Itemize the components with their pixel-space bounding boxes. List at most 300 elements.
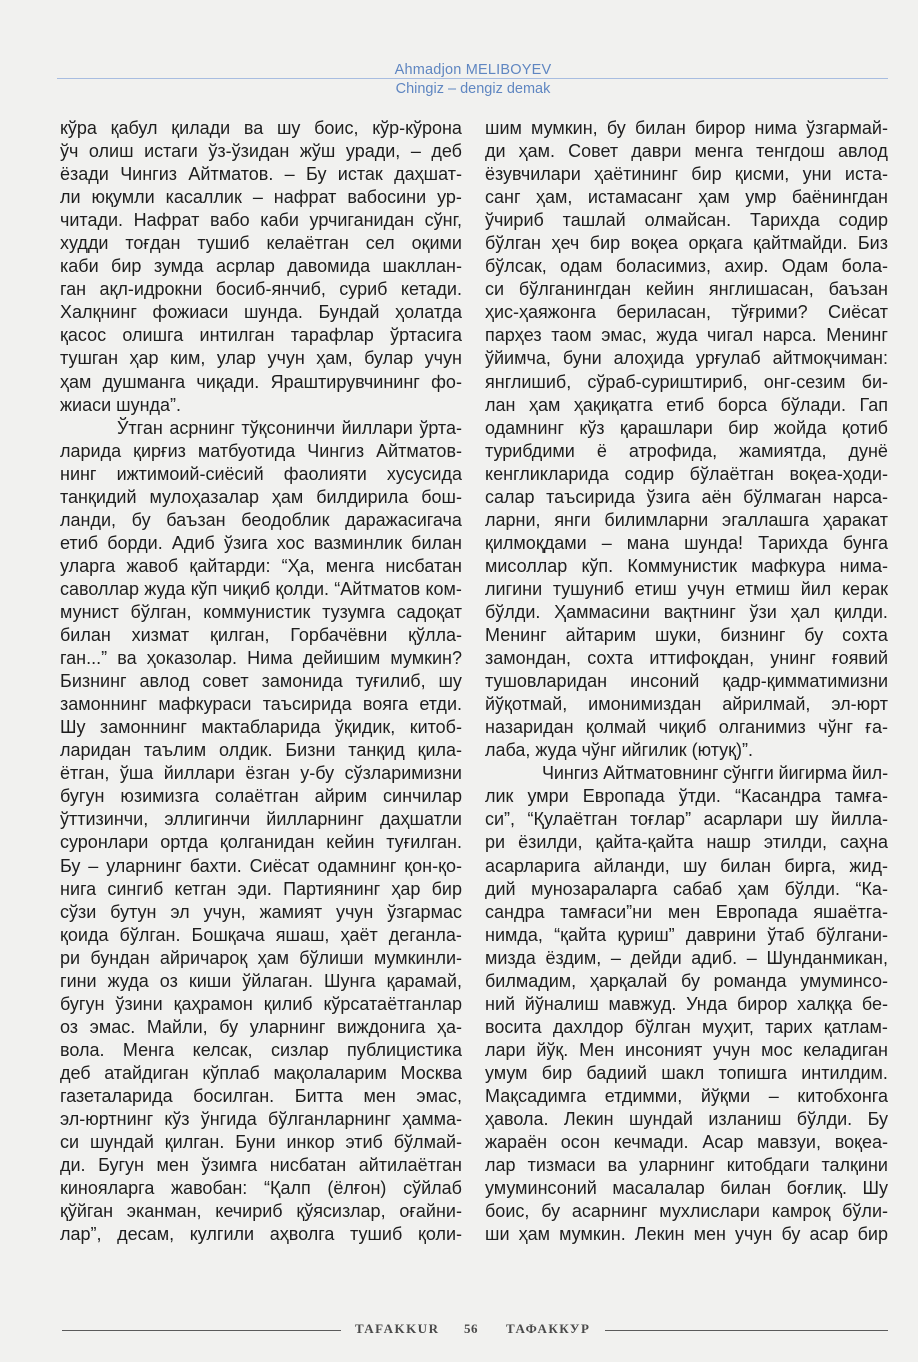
left-column-line	[60, 532, 462, 555]
word: мизда	[485, 947, 536, 968]
word: лаба, жуда чўнг ийгилик (ютуқ)”.	[485, 740, 754, 761]
word: янглишиб,	[485, 371, 572, 392]
word: ғоявий	[832, 648, 888, 669]
left-column-line	[60, 901, 462, 924]
right-column-line	[485, 509, 888, 532]
word: ва	[117, 648, 137, 669]
word: Лекин	[563, 1109, 614, 1130]
word: асрлар	[215, 256, 275, 277]
word: си”,	[485, 809, 516, 830]
word: боғлиқ.	[786, 1178, 847, 1199]
right-column-line	[485, 693, 888, 716]
right-column-line	[485, 1177, 888, 1200]
word: ларида	[60, 440, 122, 461]
right-column-line	[485, 371, 888, 394]
word: эгаллашга	[722, 509, 810, 530]
word: нига	[60, 878, 97, 899]
word: ҳавола.	[485, 1109, 549, 1130]
left-column-line	[60, 440, 462, 463]
word: қилади	[171, 118, 231, 138]
word: Бундай	[318, 302, 380, 323]
word: топишга	[718, 1062, 787, 1083]
word: қилди.	[833, 601, 888, 622]
word: виждонига	[337, 1016, 426, 1037]
word: –	[410, 141, 421, 162]
word: йўқми	[700, 1085, 751, 1106]
left-column-line	[60, 993, 462, 1016]
word: мулоҳазалар	[149, 486, 259, 507]
word: Ҳаммасини	[554, 601, 650, 622]
word: ортда	[160, 832, 208, 853]
right-column-line	[485, 1223, 888, 1246]
word: қилган.	[164, 1132, 225, 1153]
word: душманга	[102, 371, 186, 392]
word: турибдими	[485, 440, 575, 461]
left-column-line	[60, 1177, 462, 1200]
word: кўр-кўрона	[372, 118, 462, 138]
word: ўйимча,	[485, 348, 551, 369]
word: замоннинг	[99, 717, 187, 738]
word: ҳоказолар.	[146, 648, 238, 669]
word: тўғрими?	[731, 302, 808, 323]
word: билимларни	[604, 509, 709, 530]
word: қотиб	[841, 417, 888, 438]
word: атрофида,	[628, 440, 718, 461]
word: сохта	[842, 625, 888, 646]
word: даҳшатли	[380, 809, 462, 830]
word: сўнгги	[723, 763, 774, 784]
right-column-line	[485, 255, 888, 278]
word: олмайсан.	[644, 210, 732, 231]
word: деганла-	[388, 924, 462, 945]
page-number: 56	[464, 1321, 478, 1336]
left-column-line	[60, 232, 462, 255]
word: ком-	[425, 578, 462, 599]
word: қилмоқдами	[485, 532, 587, 553]
running-header-title: Chingiz – dengiz demak	[395, 81, 551, 97]
right-column-line	[485, 186, 888, 209]
left-column-line	[60, 1154, 462, 1177]
left-column-line	[60, 693, 462, 716]
word: Шу	[862, 1178, 888, 1199]
word: беодоблик	[241, 509, 330, 530]
right-column-line	[485, 394, 888, 417]
word: мана	[626, 532, 670, 553]
word: Бизни	[285, 740, 336, 761]
word: етмиш	[735, 578, 791, 599]
word: кечириб	[215, 1201, 283, 1222]
word: нисбатан	[269, 1155, 347, 1176]
word: ди.	[60, 1155, 86, 1176]
right-column-line	[485, 232, 888, 255]
word: Айтматовнинг	[603, 763, 719, 784]
word: қон-қо-	[404, 855, 462, 876]
word: бирга,	[784, 855, 836, 876]
word: нафрат	[273, 187, 337, 208]
word: орқага	[688, 233, 743, 254]
word: шу	[438, 671, 462, 692]
left-column-line	[60, 394, 462, 417]
right-column-line	[485, 808, 888, 831]
word: умум	[485, 1062, 528, 1083]
word: қарамай,	[386, 970, 462, 991]
word: ҳам,	[536, 187, 573, 208]
footer-magazine-name-latin: TAFAKKUR	[355, 1321, 440, 1336]
word: нарса.	[762, 325, 817, 346]
word: нима-	[839, 555, 888, 576]
word: кетган	[174, 878, 227, 899]
word: дий	[485, 878, 516, 899]
word: лик	[485, 786, 514, 807]
word: туғилган.	[386, 832, 462, 853]
word: умуминсоний	[485, 1178, 597, 1199]
word: мунист	[60, 601, 119, 622]
left-column-line	[60, 140, 462, 163]
word: ган	[60, 279, 87, 300]
word: тоғдан	[125, 233, 181, 254]
word: учун	[713, 1039, 751, 1060]
word: келаётган	[266, 233, 349, 254]
left-column-line	[60, 601, 462, 624]
word: Яраштирувчининг	[270, 371, 420, 392]
word: қайтмайди.	[753, 233, 848, 254]
word: Мен	[579, 1039, 615, 1060]
left-column-line	[60, 1131, 462, 1154]
word: десам,	[117, 1224, 175, 1245]
word: ҳис-ҳаяжонга	[485, 302, 596, 323]
word: Сиёсат	[249, 855, 310, 876]
word: осон	[560, 1132, 600, 1153]
word: келадиган	[803, 1039, 888, 1060]
word: хусусида	[386, 463, 462, 484]
left-column-line	[60, 255, 462, 278]
word: ўйлаган.	[242, 970, 313, 991]
word: бир	[857, 1224, 888, 1245]
word: яшаш,	[275, 924, 330, 945]
word: авлод	[139, 671, 190, 692]
word: Партиянинг	[283, 878, 381, 899]
word: қабул	[110, 118, 158, 138]
word: айтмоқчиман:	[772, 348, 888, 369]
word: китобдаги	[726, 1155, 810, 1176]
word: Одам	[781, 256, 829, 277]
left-column-line	[60, 509, 462, 532]
word: сўзларимизни	[344, 763, 462, 784]
word: атайдиган	[104, 1062, 189, 1083]
word: қўясизлар,	[296, 1201, 386, 1222]
right-column-line	[485, 324, 888, 347]
word: боис,	[314, 118, 359, 138]
word: онг-сезим	[763, 371, 846, 392]
word: умри	[527, 786, 569, 807]
word: коммунистик	[203, 601, 311, 622]
right-column-line	[485, 924, 888, 947]
word: йил-	[851, 763, 888, 784]
word: шакл	[661, 1062, 705, 1083]
word: юзимизга	[120, 786, 200, 807]
right-column-line	[485, 278, 888, 301]
right-column-line	[485, 947, 888, 970]
footer-magazine-name-cyrillic: ТАФАККУР	[506, 1321, 591, 1336]
word: каби	[260, 210, 299, 231]
word: бериласан,	[616, 302, 711, 323]
word: Шу	[60, 717, 86, 738]
word: вазминлик	[313, 532, 402, 553]
word: ҳаётининг	[594, 164, 678, 185]
word: сохта	[587, 648, 634, 669]
word: саволлар	[60, 578, 140, 599]
word: воқеа-	[834, 1132, 888, 1153]
word: Москва	[400, 1062, 462, 1083]
word: замондан,	[485, 648, 572, 669]
word: –	[88, 855, 99, 876]
word: Чингиз	[307, 440, 365, 461]
word: воқеа	[630, 233, 678, 254]
word: изланиш	[708, 1109, 782, 1130]
word: саҳна	[840, 832, 888, 853]
word: Европада	[582, 786, 665, 807]
word: ўртасига	[390, 325, 462, 346]
word: сел	[365, 233, 395, 254]
left-column-line	[60, 855, 462, 878]
word: туғилиб,	[355, 671, 426, 692]
word: янглишасан,	[708, 279, 814, 300]
word: нарса-	[833, 486, 888, 507]
left-column-line	[60, 1062, 462, 1085]
word: танқид	[348, 740, 405, 761]
word: ри	[60, 947, 81, 968]
word: Чингиз	[120, 164, 178, 185]
right-column-line	[485, 140, 888, 163]
word: мумкин,	[531, 118, 598, 138]
word: тушуниб	[552, 578, 625, 599]
word: ким,	[170, 348, 206, 369]
word: олдик.	[218, 740, 273, 761]
word: йигирма	[778, 763, 847, 784]
word: асар	[809, 1224, 849, 1245]
word: кечмади.	[613, 1132, 689, 1153]
word: тушган	[60, 348, 119, 369]
word: айричароқ	[159, 947, 248, 968]
word: содир	[838, 210, 888, 231]
word: ҳам	[257, 947, 289, 968]
word: улар	[216, 348, 256, 369]
word: жараён	[485, 1132, 548, 1153]
word: лигини	[485, 578, 543, 599]
word: Бу	[60, 855, 81, 876]
word: Биз	[857, 233, 888, 254]
word: дахлдор	[552, 1016, 624, 1037]
word: вола.	[60, 1039, 105, 1060]
word: кўз	[164, 1109, 190, 1130]
word: қаҳрамон	[173, 993, 253, 1014]
word: –	[610, 947, 621, 968]
right-column-line	[485, 301, 888, 324]
right-column-line	[485, 347, 888, 370]
right-column-line	[485, 1131, 888, 1154]
word: совет	[202, 671, 249, 692]
word: истак	[337, 164, 383, 185]
word: ҳарқалай	[589, 970, 668, 991]
word: бу	[541, 1201, 561, 1222]
word: Менинг	[485, 625, 547, 646]
word: дейди	[630, 947, 682, 968]
word: айрилмай,	[722, 694, 811, 715]
word: инсоният	[625, 1039, 703, 1060]
word: таъсирида	[262, 694, 352, 715]
word: китобхонга	[797, 1085, 888, 1106]
left-text-column	[60, 117, 462, 1246]
word: етиб	[60, 532, 99, 553]
word: қилган,	[209, 625, 270, 646]
word: иста-	[844, 164, 888, 185]
right-column-line	[485, 163, 888, 186]
word: Сиёсат	[828, 302, 888, 323]
word: ўзгармас	[387, 901, 462, 922]
word: бир	[541, 1062, 573, 1083]
word: ҳал	[790, 601, 821, 622]
word: таом	[551, 325, 592, 346]
right-column-line	[485, 1200, 888, 1223]
word: ҳам	[698, 187, 730, 208]
word: билдирила	[316, 486, 409, 507]
word: каби	[60, 256, 99, 277]
word: си	[485, 279, 505, 300]
word: жамият	[259, 901, 323, 922]
word: Ўтган	[117, 417, 163, 438]
word: таъсирида	[546, 486, 636, 507]
left-column-line	[60, 555, 462, 578]
word: ёзади	[60, 164, 109, 185]
word: қасос	[60, 325, 107, 346]
word: –	[252, 187, 263, 208]
word: –	[601, 532, 612, 553]
word: истамасанг	[587, 187, 683, 208]
word: булар	[364, 348, 414, 369]
word: йўқотмай,	[485, 694, 568, 715]
word: салар	[485, 486, 535, 507]
word: янги	[554, 509, 591, 530]
word: қолганидан	[219, 832, 315, 853]
word: босилган.	[193, 1085, 275, 1106]
word: бирор	[736, 993, 788, 1014]
word: қарашлари	[619, 417, 713, 438]
word: келсак,	[192, 1039, 253, 1060]
word: Тарихда	[758, 532, 828, 553]
word: вабосини	[347, 187, 427, 208]
word: –	[746, 947, 757, 968]
word: синчилар	[383, 786, 462, 807]
word: жавобан:	[171, 1178, 248, 1199]
word: тўқсонинчи	[241, 417, 336, 438]
right-column-line	[485, 647, 888, 670]
word: аён	[701, 486, 732, 507]
word: шундай	[629, 1109, 693, 1130]
word: ҳам	[60, 371, 92, 392]
word: уларнинг	[249, 1016, 326, 1037]
word: ланди,	[60, 509, 117, 530]
word: ўзига	[646, 486, 691, 507]
word: бўлди.	[485, 601, 541, 622]
word: тарафлар	[290, 325, 374, 346]
word: ўрта-	[419, 417, 462, 438]
word: Чингиз	[542, 763, 599, 784]
word: санг	[485, 187, 521, 208]
word: эканман,	[126, 1201, 202, 1222]
word: чўнг	[818, 717, 854, 738]
right-column-line	[485, 970, 888, 993]
right-column-line	[485, 486, 888, 509]
word: тенгдош	[756, 141, 825, 162]
word: имонимиздан	[588, 694, 702, 715]
word: инсоний	[630, 671, 700, 692]
word: китоб-	[409, 717, 462, 738]
word: бахти.	[189, 855, 242, 876]
right-column-line	[485, 878, 888, 901]
right-column-line	[485, 901, 888, 924]
word: Асар	[702, 1132, 744, 1153]
word: тушовларидан	[485, 671, 608, 692]
word: эмас.	[89, 1016, 136, 1037]
word: деб	[60, 1062, 91, 1083]
word: тамғаси”ни	[560, 901, 653, 922]
left-column-line	[60, 624, 462, 647]
word: ларидан	[60, 740, 132, 761]
left-column-line	[60, 117, 462, 140]
footer-rule-right	[605, 1330, 888, 1331]
left-column-line	[60, 831, 462, 854]
word: йиллари	[341, 417, 413, 438]
word: даврини	[685, 924, 757, 945]
right-column-line	[485, 532, 888, 555]
word: кўп.	[581, 555, 614, 576]
word: ўтди.	[678, 786, 721, 807]
word: эл-юрт	[831, 694, 888, 715]
word: етди.	[419, 694, 462, 715]
word: эмас,	[416, 1085, 462, 1106]
word: йиллари	[163, 763, 235, 784]
word: танқидий	[60, 486, 137, 507]
word: фожиаси	[152, 302, 229, 323]
word: шу	[276, 118, 301, 138]
word: си	[60, 1132, 80, 1153]
word: даҳшат-	[394, 164, 462, 185]
left-column-line	[60, 808, 462, 831]
right-column-line	[485, 624, 888, 647]
word: мумкин?	[390, 648, 462, 669]
word: Горбачёвни	[290, 625, 388, 646]
word: ҳам,	[316, 348, 353, 369]
word: ҳар	[391, 878, 421, 899]
word: вояга	[362, 694, 409, 715]
word: жуда	[144, 578, 186, 599]
word: Шунданмикан,	[766, 947, 888, 968]
word: бир	[589, 233, 621, 254]
word: этиб	[345, 1132, 383, 1153]
word: кенгликларида	[485, 463, 609, 484]
word: –	[768, 1085, 779, 1106]
word: ши	[485, 1224, 510, 1245]
right-column-line	[485, 1039, 888, 1062]
word: умуминсо-	[800, 970, 888, 991]
right-column-line	[485, 762, 888, 785]
left-column-line	[60, 371, 462, 394]
word: (ёлғон)	[327, 1178, 387, 1199]
word: шу	[794, 809, 819, 830]
word: Европада	[715, 901, 798, 922]
left-column-line	[60, 1085, 462, 1108]
word: Бу	[867, 1109, 888, 1130]
